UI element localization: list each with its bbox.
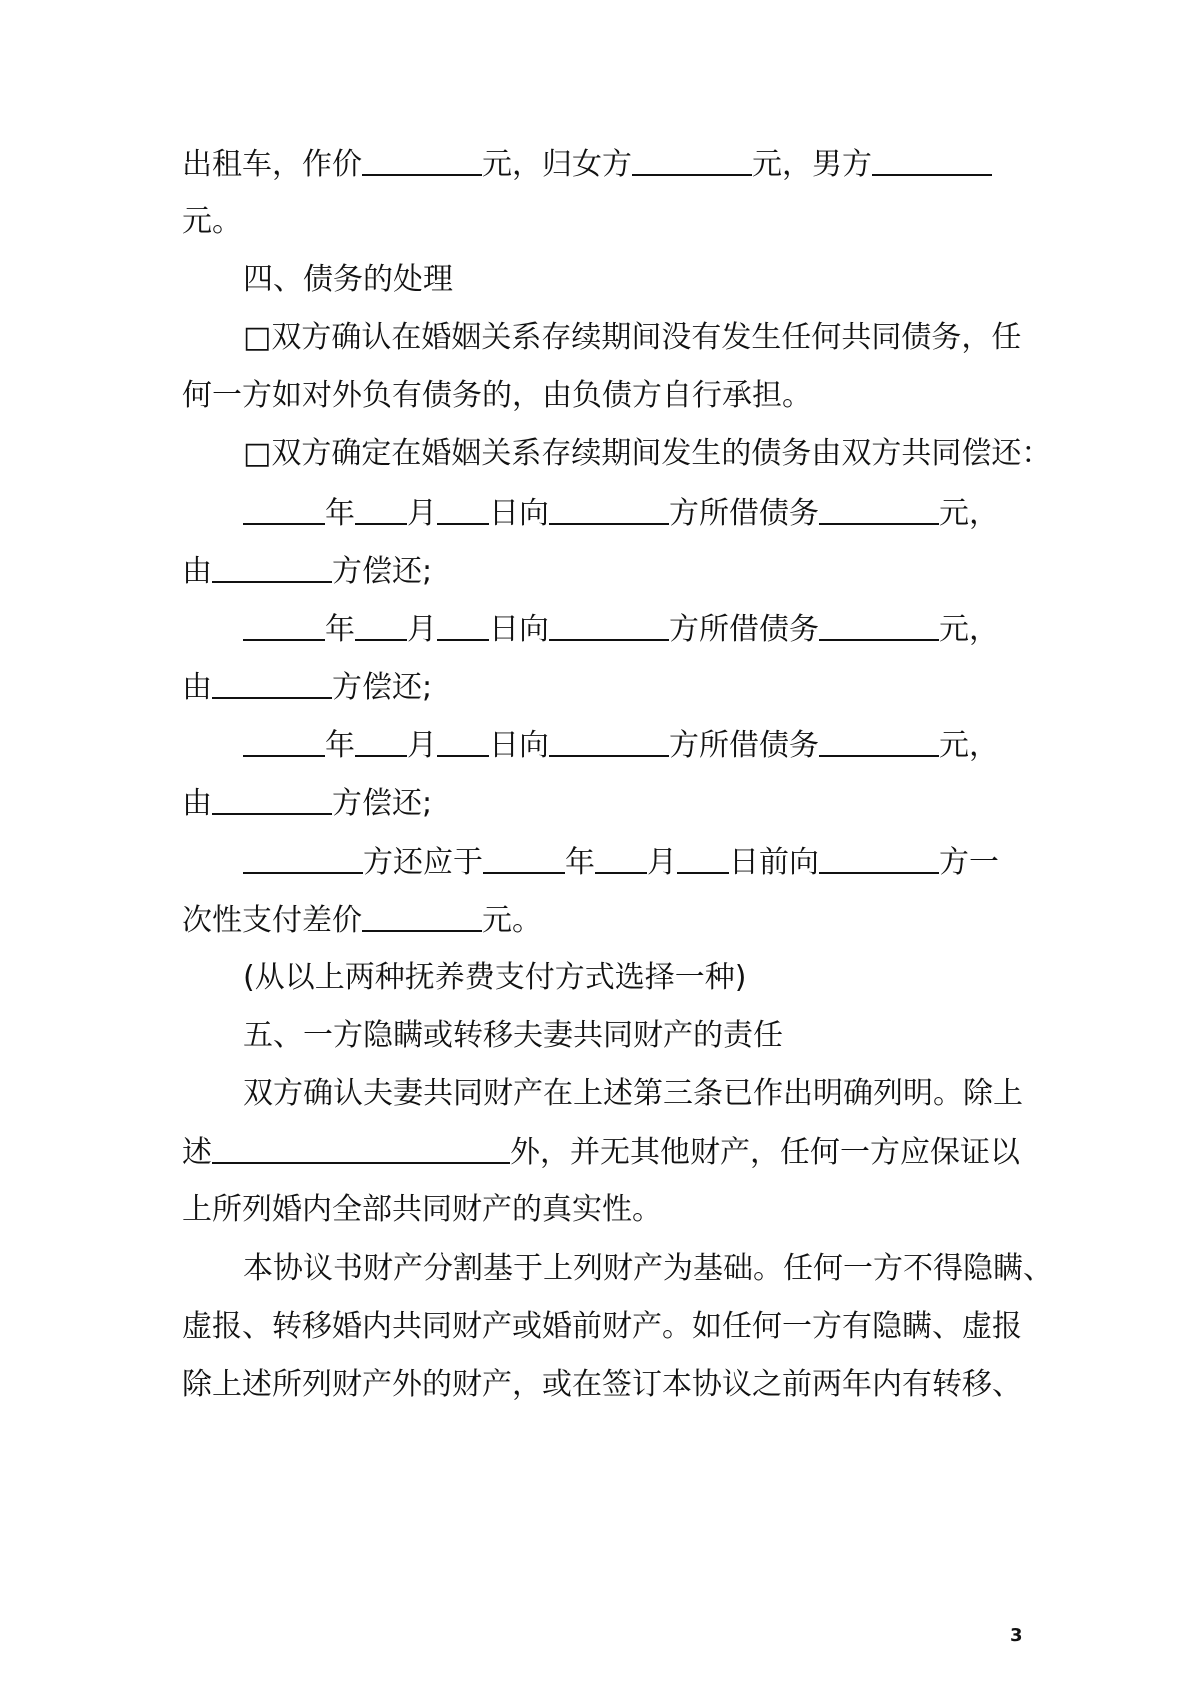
blank[interactable] bbox=[437, 609, 489, 641]
page-number: 3 bbox=[1010, 1625, 1023, 1646]
text-line: 元。 bbox=[182, 204, 242, 239]
payment-line: 次性支付差价 元。 bbox=[182, 900, 1022, 940]
blank[interactable] bbox=[355, 725, 407, 757]
blank[interactable] bbox=[595, 842, 647, 874]
blank[interactable] bbox=[819, 609, 939, 641]
blank[interactable] bbox=[362, 144, 482, 176]
text-line: □双方确认在婚姻关系存续期间没有发生任何共同债务，任 bbox=[243, 320, 1022, 355]
blank[interactable] bbox=[819, 842, 939, 874]
blank[interactable] bbox=[632, 144, 752, 176]
blank[interactable] bbox=[549, 493, 669, 525]
text-line: 述 外，并无其他财产，任何一方应保证以 bbox=[182, 1132, 1022, 1172]
blank[interactable] bbox=[437, 725, 489, 757]
blank[interactable] bbox=[549, 725, 669, 757]
blank[interactable] bbox=[212, 783, 332, 815]
debt-entry: 年 月 日向 方所借债务 元， bbox=[243, 493, 1083, 533]
section-heading: 五、一方隐瞒或转移夫妻共同财产的责任 bbox=[243, 1018, 783, 1053]
debt-entry: 由 方偿还; bbox=[182, 783, 1022, 823]
text-line: (从以上两种抚养费支付方式选择一种) bbox=[243, 960, 747, 995]
blank[interactable] bbox=[437, 493, 489, 525]
blank[interactable] bbox=[362, 900, 482, 932]
blank[interactable] bbox=[243, 725, 325, 757]
blank[interactable] bbox=[212, 667, 332, 699]
payment-line: 方还应于 年 月 日前向 方一 bbox=[243, 842, 1083, 882]
blank[interactable] bbox=[819, 725, 939, 757]
blank[interactable] bbox=[243, 609, 325, 641]
blank[interactable] bbox=[819, 493, 939, 525]
text-line: 虚报、转移婚内共同财产或婚前财产。如任何一方有隐瞒、虚报 bbox=[182, 1309, 1022, 1344]
blank[interactable] bbox=[212, 551, 332, 583]
text-line: 何一方如对外负有债务的，由负债方自行承担。 bbox=[182, 378, 812, 413]
text-line: 出租车，作价 元，归女方 元，男方 bbox=[182, 144, 1022, 184]
debt-entry: 年 月 日向 方所借债务 元， bbox=[243, 609, 1083, 649]
blank[interactable] bbox=[677, 842, 729, 874]
section-heading: 四、债务的处理 bbox=[243, 262, 453, 297]
debt-entry: 年 月 日向 方所借债务 元， bbox=[243, 725, 1083, 765]
blank[interactable] bbox=[212, 1132, 510, 1164]
blank[interactable] bbox=[549, 609, 669, 641]
blank[interactable] bbox=[243, 493, 325, 525]
text-line: 双方确认夫妻共同财产在上述第三条已作出明确列明。除上 bbox=[243, 1076, 1023, 1111]
text-line: 上所列婚内全部共同财产的真实性。 bbox=[182, 1192, 662, 1227]
blank[interactable] bbox=[355, 609, 407, 641]
text-line: 本协议书财产分割基于上列财产为基础。任何一方不得隐瞒、 bbox=[243, 1251, 1053, 1286]
debt-entry: 由 方偿还; bbox=[182, 551, 1022, 591]
text-line: □双方确定在婚姻关系存续期间发生的债务由双方共同偿还： bbox=[243, 436, 1052, 471]
debt-entry: 由 方偿还; bbox=[182, 667, 1022, 707]
text-line: 除上述所列财产外的财产，或在签订本协议之前两年内有转移、 bbox=[182, 1367, 1022, 1402]
blank[interactable] bbox=[355, 493, 407, 525]
blank[interactable] bbox=[872, 144, 992, 176]
blank[interactable] bbox=[483, 842, 565, 874]
blank[interactable] bbox=[243, 842, 363, 874]
